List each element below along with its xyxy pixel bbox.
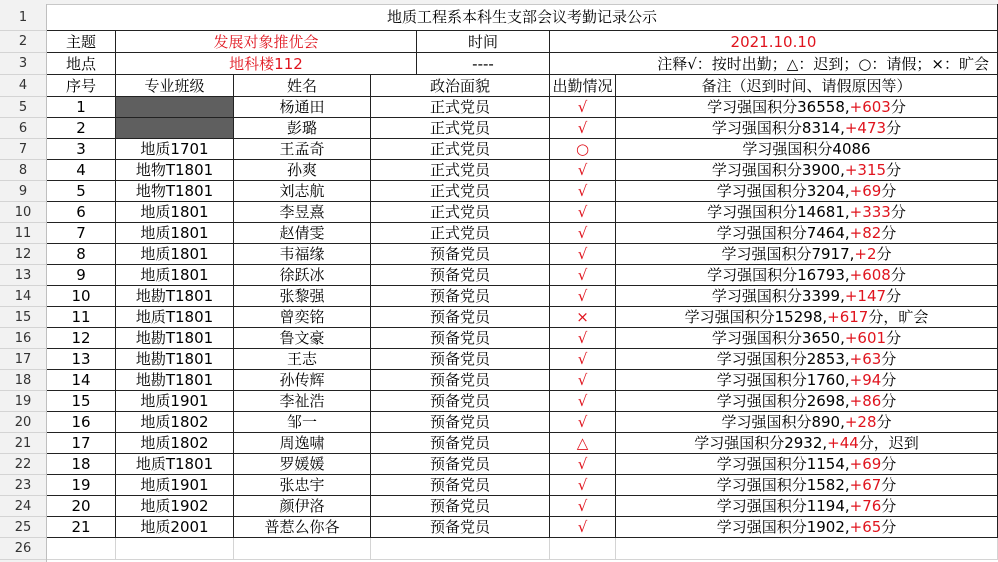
cell-attendance[interactable]: √	[550, 223, 616, 244]
row-number[interactable]: 24	[0, 496, 46, 517]
row-number[interactable]: 17	[0, 349, 46, 370]
place-value[interactable]: 地科楼112	[116, 53, 417, 75]
row-number[interactable]: 21	[0, 433, 46, 454]
cell-status[interactable]: 正式党员	[371, 202, 550, 223]
cell-name[interactable]: 鲁文豪	[234, 328, 371, 349]
topic-label[interactable]: 主题	[47, 31, 116, 53]
cell-attendance[interactable]: √	[550, 517, 616, 538]
empty-cell[interactable]	[550, 538, 616, 560]
cell-name[interactable]: 韦福缘	[234, 244, 371, 265]
cell-status[interactable]: 正式党员	[371, 181, 550, 202]
cell-status[interactable]: 预备党员	[371, 286, 550, 307]
cell-class[interactable]: 地质1902	[116, 496, 234, 517]
cell-no[interactable]: 10	[47, 286, 116, 307]
cell-attendance[interactable]: √	[550, 181, 616, 202]
sheet-title[interactable]: 地质工程系本科生支部会议考勤记录公示	[47, 4, 998, 31]
cell-status[interactable]: 预备党员	[371, 265, 550, 286]
table-row	[47, 160, 998, 181]
cell-status[interactable]: 预备党员	[371, 496, 550, 517]
score-increment: +63	[849, 350, 882, 368]
cell-status[interactable]: 预备党员	[371, 412, 550, 433]
cell-name[interactable]: 李祉浩	[234, 391, 371, 412]
table-row	[47, 202, 998, 223]
cell-note[interactable]	[616, 433, 998, 454]
note-text: 分	[876, 245, 892, 263]
note-text: 分，迟到	[858, 434, 919, 452]
note-text: 学习强国积分36558,	[707, 98, 850, 116]
cell-no[interactable]: 9	[47, 265, 116, 286]
cell-class[interactable]: 地勘T1801	[116, 286, 234, 307]
row-number[interactable]: 13	[0, 265, 46, 286]
row-number[interactable]: 23	[0, 475, 46, 496]
row-number[interactable]: 4	[0, 75, 46, 97]
cell-status[interactable]: 预备党员	[371, 517, 550, 538]
cell-attendance[interactable]: △	[550, 433, 616, 454]
cell-class[interactable]: 地质T1801	[116, 454, 234, 475]
row-number[interactable]: 20	[0, 412, 46, 433]
cell-no[interactable]: 7	[47, 223, 116, 244]
cell-name[interactable]: 孙传辉	[234, 370, 371, 391]
header-class[interactable]: 专业班级	[116, 75, 234, 97]
score-increment: +65	[849, 518, 882, 536]
cell-status[interactable]: 预备党员	[371, 370, 550, 391]
cell-name[interactable]: 邹一	[234, 412, 371, 433]
note-text: 分	[881, 497, 897, 515]
cell-attendance[interactable]: √	[550, 391, 616, 412]
cell-name[interactable]: 周逸啸	[234, 433, 371, 454]
cell-name[interactable]: 杨通田	[234, 97, 371, 118]
header-row	[47, 75, 998, 97]
table-row	[47, 328, 998, 349]
cell-name[interactable]: 彭璐	[234, 118, 371, 139]
cell-note[interactable]	[616, 223, 998, 244]
empty-cell[interactable]	[234, 538, 371, 560]
cell-class[interactable]: 地质T1801	[116, 307, 234, 328]
place-label[interactable]: 地点	[47, 53, 116, 75]
cell-attendance[interactable]: √	[550, 97, 616, 118]
cell-no[interactable]: 5	[47, 181, 116, 202]
score-increment: +147	[844, 287, 887, 305]
row-number[interactable]: 15	[0, 307, 46, 328]
score-increment: +28	[844, 413, 877, 431]
note-text: 分	[881, 476, 897, 494]
note-text: 学习强国积分3204,	[716, 182, 850, 200]
time-label[interactable]: 时间	[417, 31, 550, 53]
cell-class[interactable]: 地质2001	[116, 517, 234, 538]
cell-no[interactable]: 13	[47, 349, 116, 370]
cell-status[interactable]: 预备党员	[371, 454, 550, 475]
note-text: 学习强国积分3399,	[711, 287, 845, 305]
empty-cell[interactable]	[616, 538, 998, 560]
cell-name[interactable]: 李昱熹	[234, 202, 371, 223]
row-number[interactable]: 12	[0, 244, 46, 265]
note-text: 学习强国积分7464,	[716, 224, 850, 242]
score-increment: +67	[849, 476, 882, 494]
cell-note[interactable]	[616, 244, 998, 265]
row-number[interactable]: 25	[0, 517, 46, 538]
cell-status[interactable]: 预备党员	[371, 328, 550, 349]
cell-note[interactable]	[616, 97, 998, 118]
row-number[interactable]: 19	[0, 391, 46, 412]
cell-no[interactable]: 19	[47, 475, 116, 496]
cell-name[interactable]: 张黎强	[234, 286, 371, 307]
note-text: 分	[886, 287, 902, 305]
cell-class[interactable]: 地勘T1801	[116, 370, 234, 391]
cell-no[interactable]: 4	[47, 160, 116, 181]
cell-name[interactable]: 罗媛媛	[234, 454, 371, 475]
row-number[interactable]: 11	[0, 223, 46, 244]
note-text: 学习强国积分14681,	[707, 203, 850, 221]
score-increment: +2	[854, 245, 877, 263]
table-row	[47, 433, 998, 454]
cell-class[interactable]: 地质1801	[116, 265, 234, 286]
cell-no[interactable]: 11	[47, 307, 116, 328]
cell-no[interactable]: 15	[47, 391, 116, 412]
table-row	[47, 454, 998, 475]
note-text: 分	[881, 182, 897, 200]
cell-status[interactable]: 正式党员	[371, 97, 550, 118]
row-number[interactable]: 18	[0, 370, 46, 391]
score-increment: +333	[849, 203, 891, 221]
cell-attendance[interactable]: √	[550, 454, 616, 475]
cell-class[interactable]: 地质1801	[116, 223, 234, 244]
cell-no[interactable]: 3	[47, 139, 116, 160]
cell-note[interactable]	[616, 160, 998, 181]
cell-note[interactable]	[616, 517, 998, 538]
cell-note[interactable]	[616, 370, 998, 391]
note-text: 学习强国积分1154,	[716, 455, 850, 473]
table-row	[47, 181, 998, 202]
row-number[interactable]: 10	[0, 202, 46, 223]
cell-attendance[interactable]: √	[550, 370, 616, 391]
score-increment: +69	[849, 455, 882, 473]
cell-attendance[interactable]: ○	[550, 139, 616, 160]
row-number[interactable]: 6	[0, 118, 46, 139]
note-text: 分	[886, 329, 902, 347]
place-row	[47, 53, 998, 75]
note-text: 分	[886, 161, 902, 179]
table-row	[47, 391, 998, 412]
cell-note[interactable]	[616, 307, 998, 328]
note-text: 学习强国积分2932,	[694, 434, 828, 452]
note-text: 学习强国积分3900,	[711, 161, 845, 179]
table-row	[47, 307, 998, 328]
cell-note[interactable]	[616, 181, 998, 202]
score-increment: +86	[849, 392, 882, 410]
cell-note[interactable]	[616, 475, 998, 496]
row-number[interactable]: 16	[0, 328, 46, 349]
cell-name[interactable]: 刘志航	[234, 181, 371, 202]
cell-attendance[interactable]: √	[550, 265, 616, 286]
cell-attendance[interactable]: √	[550, 412, 616, 433]
note-text: 分	[881, 350, 897, 368]
cell-attendance[interactable]: √	[550, 286, 616, 307]
cell-class[interactable]: 地勘T1801	[116, 328, 234, 349]
row-number[interactable]: 14	[0, 286, 46, 307]
row-number[interactable]: 26	[0, 538, 46, 560]
table-row	[47, 496, 998, 517]
table-row	[47, 517, 998, 538]
cell-name[interactable]: 徐跃冰	[234, 265, 371, 286]
cell-attendance[interactable]: √	[550, 118, 616, 139]
cell-note[interactable]	[616, 454, 998, 475]
table-row	[47, 370, 998, 391]
cell-no[interactable]: 16	[47, 412, 116, 433]
table-row	[47, 223, 998, 244]
table-row	[47, 139, 998, 160]
attendance-legend[interactable]: 注释√：按时出勤；△：迟到；○：请假；×：旷会	[550, 53, 998, 75]
cell-status[interactable]: 预备党员	[371, 391, 550, 412]
table-row	[47, 286, 998, 307]
score-increment: +315	[844, 161, 887, 179]
cell-note[interactable]	[616, 328, 998, 349]
row-number[interactable]: 22	[0, 454, 46, 475]
header-note[interactable]: 备注（迟到时间、请假原因等）	[616, 75, 998, 97]
cell-attendance[interactable]: √	[550, 244, 616, 265]
header-status[interactable]: 政治面貌	[371, 75, 550, 97]
cell-no[interactable]: 20	[47, 496, 116, 517]
note-text: 分	[881, 371, 897, 389]
cell-attendance[interactable]: √	[550, 349, 616, 370]
row-number[interactable]: 5	[0, 97, 46, 118]
note-text: 学习强国积分15298,	[684, 308, 828, 326]
cell-status[interactable]: 预备党员	[371, 475, 550, 496]
table-row	[47, 244, 998, 265]
header-name[interactable]: 姓名	[234, 75, 371, 97]
note-text: 学习强国积分3650,	[711, 329, 845, 347]
score-increment: +69	[849, 182, 882, 200]
cell-no[interactable]: 2	[47, 118, 116, 139]
cell-status[interactable]: 正式党员	[371, 223, 550, 244]
note-text: 学习强国积分1760,	[716, 371, 850, 389]
cell-no[interactable]: 17	[47, 433, 116, 454]
topic-row	[47, 31, 998, 53]
cell-attendance[interactable]: √	[550, 328, 616, 349]
table-row	[47, 349, 998, 370]
empty-cell[interactable]	[371, 538, 550, 560]
cell-note[interactable]	[616, 265, 998, 286]
cell-attendance[interactable]: √	[550, 202, 616, 223]
time-value[interactable]: 2021.10.10	[550, 31, 998, 53]
empty-cell[interactable]	[47, 538, 116, 560]
cell-status[interactable]: 预备党员	[371, 433, 550, 454]
empty-cell[interactable]	[116, 538, 234, 560]
cell-name[interactable]: 王志	[234, 349, 371, 370]
note-text: 学习强国积分890,	[721, 413, 845, 431]
cell-status[interactable]: 预备党员	[371, 349, 550, 370]
cell-class[interactable]	[116, 118, 234, 139]
cell-note[interactable]	[616, 286, 998, 307]
cell-name[interactable]: 王孟奇	[234, 139, 371, 160]
note-text: 学习强国积分2853,	[716, 350, 850, 368]
cell-class[interactable]: 地质1901	[116, 475, 234, 496]
cell-no[interactable]: 14	[47, 370, 116, 391]
cell-status[interactable]: 预备党员	[371, 244, 550, 265]
cell-note[interactable]	[616, 139, 998, 160]
note-text: 学习强国积分1194,	[716, 497, 850, 515]
cell-no[interactable]: 1	[47, 97, 116, 118]
note-text: 分	[881, 455, 897, 473]
cell-attendance[interactable]: √	[550, 475, 616, 496]
note-text: 分	[890, 203, 906, 221]
cell-note[interactable]	[616, 391, 998, 412]
cell-note[interactable]	[616, 412, 998, 433]
cell-class[interactable]: 地质1801	[116, 244, 234, 265]
cell-class[interactable]	[116, 97, 234, 118]
note-text: 分	[890, 266, 906, 284]
table-row	[47, 412, 998, 433]
title-row	[47, 4, 998, 31]
note-text: 学习强国积分8314,	[711, 119, 845, 137]
row-number[interactable]: 2	[0, 31, 46, 53]
topic-value[interactable]: 发展对象推优会	[116, 31, 417, 53]
cell-attendance[interactable]: √	[550, 496, 616, 517]
row-number[interactable]: 7	[0, 139, 46, 160]
note-text: 学习强国积分7917,	[721, 245, 855, 263]
empty-row	[47, 538, 998, 560]
cell-class[interactable]: 地质1801	[116, 202, 234, 223]
cell-no[interactable]: 12	[47, 328, 116, 349]
score-increment: +603	[849, 98, 891, 116]
row-number[interactable]: 3	[0, 53, 46, 75]
cell-status[interactable]: 正式党员	[371, 160, 550, 181]
note-text: 分	[890, 98, 906, 116]
cell-no[interactable]: 18	[47, 454, 116, 475]
cell-status[interactable]: 正式党员	[371, 118, 550, 139]
cell-attendance[interactable]: ×	[550, 307, 616, 328]
header-no[interactable]: 序号	[47, 75, 116, 97]
score-increment: +76	[849, 497, 882, 515]
cell-attendance[interactable]: √	[550, 160, 616, 181]
note-text: 分	[881, 518, 897, 536]
score-increment: +601	[844, 329, 887, 347]
cell-name[interactable]: 颜伊洛	[234, 496, 371, 517]
cell-name[interactable]: 赵倩雯	[234, 223, 371, 244]
cell-class[interactable]: 地质1701	[116, 139, 234, 160]
row-header-column	[0, 4, 47, 562]
note-text: 学习强国积分1582,	[716, 476, 850, 494]
table-row	[47, 97, 998, 118]
row-number[interactable]: 8	[0, 160, 46, 181]
cell-note[interactable]	[616, 118, 998, 139]
cell-no[interactable]: 8	[47, 244, 116, 265]
score-increment: +82	[849, 224, 882, 242]
cell-class[interactable]: 地质1901	[116, 391, 234, 412]
cell-class[interactable]: 地质1802	[116, 433, 234, 454]
cell-note[interactable]	[616, 202, 998, 223]
note-text: 分	[886, 119, 902, 137]
score-increment: +617	[827, 308, 869, 326]
table-row	[47, 475, 998, 496]
cell-no[interactable]: 21	[47, 517, 116, 538]
cell-name[interactable]: 普惹么你各	[234, 517, 371, 538]
cell-no[interactable]: 6	[47, 202, 116, 223]
cell-name[interactable]: 孙爽	[234, 160, 371, 181]
score-increment: +473	[844, 119, 887, 137]
note-text: 分	[881, 224, 897, 242]
note-text: 学习强国积分1902,	[716, 518, 850, 536]
cell-note[interactable]	[616, 349, 998, 370]
score-increment: +44	[827, 434, 859, 452]
note-text: 学习强国积分2698,	[716, 392, 850, 410]
cell-name[interactable]: 张忠宇	[234, 475, 371, 496]
row-number[interactable]: 9	[0, 181, 46, 202]
cell-class[interactable]: 地质1802	[116, 412, 234, 433]
note-text: 学习强国积分4086	[742, 140, 871, 158]
table-row	[47, 118, 998, 139]
cell-status[interactable]: 预备党员	[371, 307, 550, 328]
cell-class[interactable]: 地物T1801	[116, 181, 234, 202]
cell-class[interactable]: 地勘T1801	[116, 349, 234, 370]
note-text: 分，旷会	[868, 308, 929, 326]
row-number[interactable]: 1	[0, 4, 46, 31]
cell-note[interactable]	[616, 496, 998, 517]
dash-cell[interactable]: ----	[417, 53, 550, 75]
score-increment: +94	[849, 371, 882, 389]
note-text: 分	[881, 392, 897, 410]
cell-name[interactable]: 曾奕铭	[234, 307, 371, 328]
header-attendance[interactable]: 出勤情况	[550, 75, 616, 97]
score-increment: +608	[849, 266, 891, 284]
cell-status[interactable]: 正式党员	[371, 139, 550, 160]
table-row	[47, 265, 998, 286]
note-text: 学习强国积分16793,	[707, 266, 850, 284]
note-text: 分	[876, 413, 892, 431]
cell-class[interactable]: 地物T1801	[116, 160, 234, 181]
